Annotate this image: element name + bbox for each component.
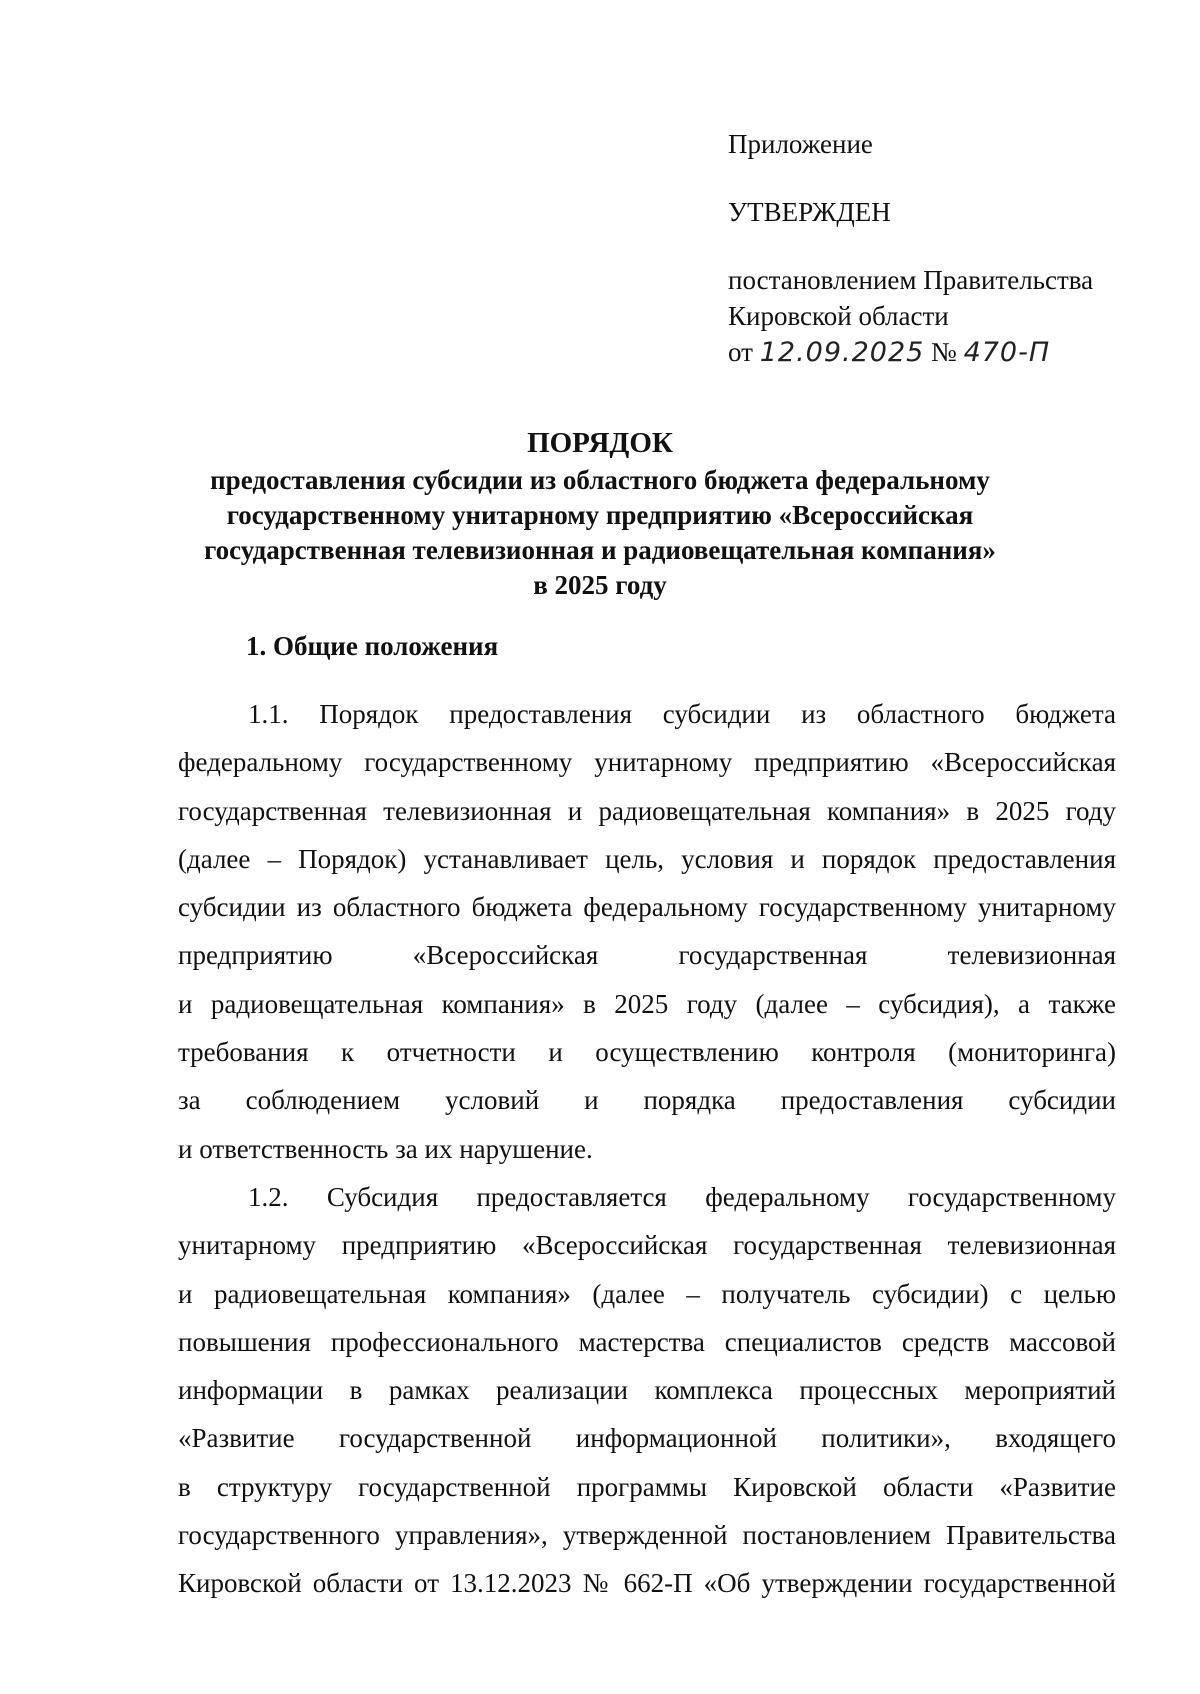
handwritten-number: 470-П bbox=[963, 337, 1051, 368]
paragraph-line: и ответственность за их нарушение. bbox=[178, 1133, 593, 1164]
paragraph-line: и радиовещательная компания» (далее – получатель субсидии) с целью bbox=[178, 1278, 1116, 1309]
paragraph-line: информации в рамках реализации комплекса процессных мероприятий bbox=[178, 1375, 1116, 1406]
section-heading: 1. Общие положения bbox=[246, 631, 499, 661]
resolution-line-1: постановлением Правительства bbox=[728, 265, 1094, 295]
paragraph-line: предприятию «Всероссийская государственная телевизионная bbox=[178, 940, 1116, 971]
paragraph-line: федеральному государственному унитарному предприятию «Всероссийская bbox=[178, 747, 1116, 778]
handwritten-date: 12.09.2025 bbox=[759, 337, 925, 368]
paragraph-line: унитарному предприятию «Всероссийская государственная телевизионная bbox=[178, 1230, 1116, 1261]
paragraph-line: 1.1. Порядок предоставления субсидии из областного бюджета bbox=[248, 699, 1116, 729]
paragraph-line: государственного управления», утвержденной постановлением Правительства bbox=[178, 1520, 1116, 1551]
paragraph-line: за соблюдением условий и порядка предоставления субсидии bbox=[178, 1085, 1116, 1116]
approval-block bbox=[728, 126, 1158, 371]
number-sign: № bbox=[931, 337, 957, 367]
resolution-line-2: Кировской области bbox=[728, 301, 949, 331]
paragraph-line: государственная телевизионная и радиовещательная компания» в 2025 году bbox=[178, 795, 1116, 826]
date-prefix: от bbox=[728, 337, 753, 367]
paragraph-line: повышения профессионального мастерства специалистов средств массовой bbox=[178, 1326, 1116, 1357]
resolution-date-line bbox=[728, 334, 1158, 371]
paragraph-line: «Развитие государственной информационной политики», входящего bbox=[178, 1423, 1116, 1454]
title-line: государственная телевизионная и радиовещательная компания» bbox=[204, 535, 996, 565]
paragraph-line: в структуру государственной программы Кировской области «Развитие bbox=[178, 1471, 1116, 1502]
paragraph-line: 1.2. Субсидия предоставляется федеральному государственному bbox=[248, 1181, 1116, 1212]
approved-label: УТВЕРЖДЕН bbox=[728, 197, 891, 227]
document-body bbox=[178, 690, 1116, 1608]
paragraph-line: субсидии из областного бюджета федеральному государственному унитарному bbox=[178, 892, 1116, 923]
title-main: ПОРЯДОК bbox=[527, 427, 673, 459]
document-title bbox=[150, 426, 1050, 603]
paragraph-line: (далее – Порядок) устанавливает цель, условия и порядок предоставления bbox=[178, 843, 1116, 874]
title-line: государственному унитарному предприятию «Всероссийская bbox=[226, 500, 974, 530]
annex-label: Приложение bbox=[728, 129, 873, 159]
title-line: предоставления субсидии из областного бюджета федеральному bbox=[210, 465, 990, 495]
paragraph-line: Кировской области от 13.12.2023 № 662-П «Об утверждении государственной bbox=[178, 1568, 1116, 1599]
paragraph-line: требования к отчетности и осуществлению контроля (мониторинга) bbox=[178, 1037, 1116, 1068]
paragraph-line: и радиовещательная компания» в 2025 году (далее – субсидия), а также bbox=[178, 988, 1116, 1019]
title-line: в 2025 году bbox=[533, 570, 667, 600]
